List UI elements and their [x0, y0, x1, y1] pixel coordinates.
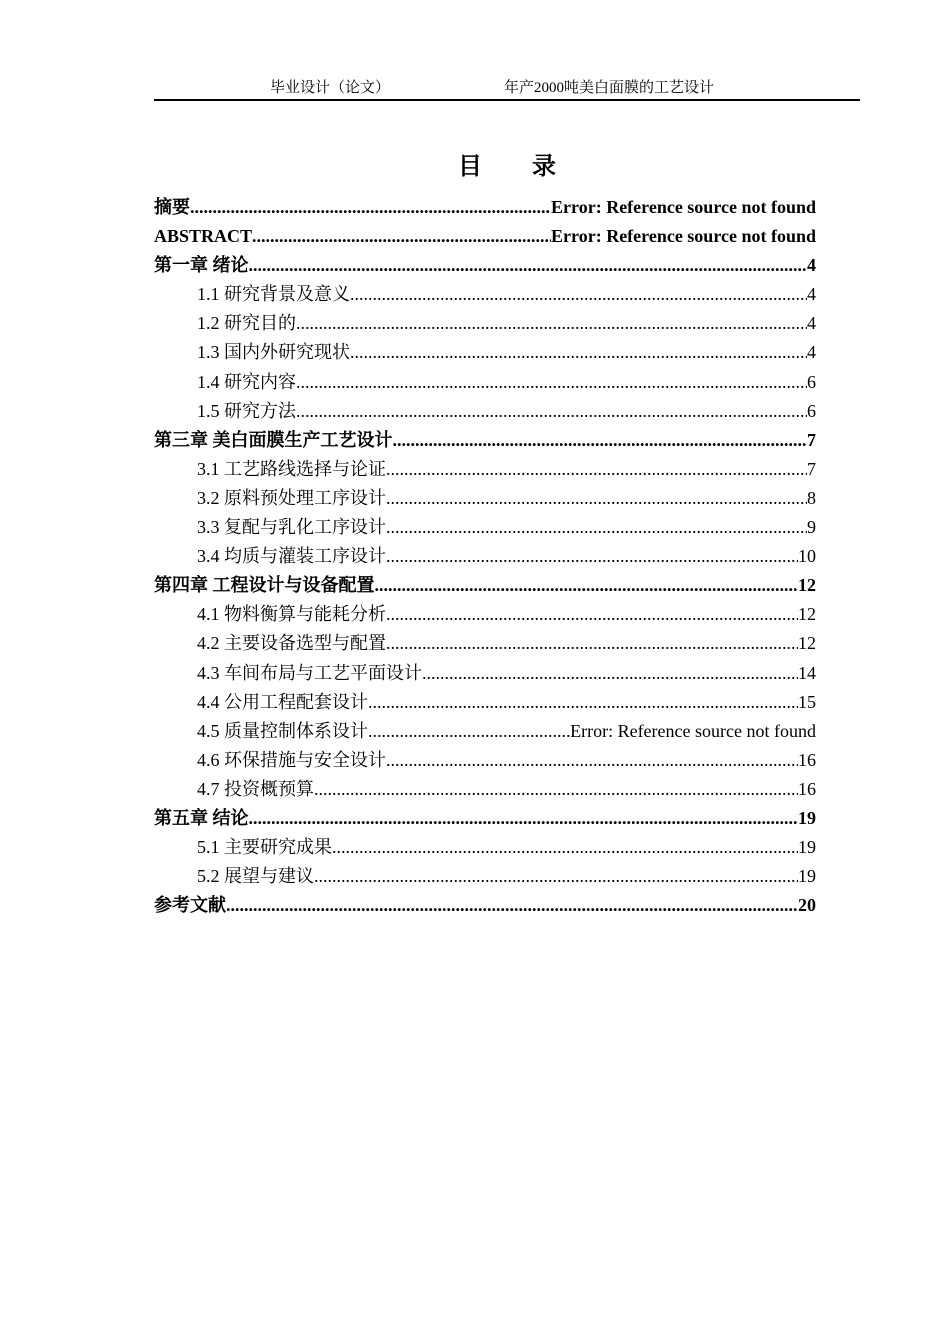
toc-entry-label: ABSTRACT	[154, 226, 253, 247]
toc-entry-page: 6	[807, 400, 816, 421]
toc-entry[interactable]	[154, 309, 816, 338]
header-right: 年产2000吨美白面膜的工艺设计	[504, 80, 715, 96]
toc-leader-dots	[386, 513, 807, 542]
toc-entry-label: 4.2 主要设备选型与配置	[197, 633, 386, 654]
toc-leader-dots	[249, 804, 799, 833]
toc-leader-dots	[314, 775, 798, 804]
header-left: 毕业设计（论文）	[270, 80, 391, 96]
toc-entry-label: 3.3 复配与乳化工序设计	[197, 517, 386, 538]
toc-entry-page: 7	[807, 458, 816, 479]
toc-title-char: 录	[532, 152, 556, 180]
toc-entry-page: Error: Reference source not found	[551, 197, 816, 217]
toc-leader-dots	[386, 484, 807, 513]
toc-entry-page: 16	[798, 749, 816, 770]
toc-entry-label: 1.3 国内外研究现状	[197, 342, 350, 363]
toc-entry[interactable]	[154, 717, 816, 746]
toc-entry-page: 16	[798, 778, 816, 799]
toc-entry-page: 19	[798, 866, 816, 887]
toc-entry-page: 19	[798, 837, 816, 858]
toc-entry[interactable]	[154, 862, 816, 891]
toc-entry-label: 3.1 工艺路线选择与论证	[197, 458, 386, 479]
toc-entry[interactable]	[154, 804, 816, 833]
toc-entry[interactable]	[154, 513, 816, 542]
toc-entry-label: 1.4 研究内容	[197, 371, 296, 392]
toc-entry-page: 4	[807, 342, 816, 363]
toc-entry-page: 12	[798, 604, 816, 625]
toc-leader-dots	[368, 717, 570, 746]
toc-entry-label: 4.3 车间布局与工艺平面设计	[197, 662, 422, 683]
toc-leader-dots	[296, 368, 807, 397]
toc-entry-label: 4.6 环保措施与安全设计	[197, 749, 386, 770]
toc-entry-label: 第五章 结论	[154, 807, 249, 828]
toc-entry[interactable]	[154, 484, 816, 513]
toc-leader-dots	[332, 833, 798, 862]
toc-entry-page: Error: Reference source not found	[570, 720, 816, 741]
toc-leader-dots	[386, 542, 798, 571]
toc-entry[interactable]	[154, 222, 816, 251]
header-rule	[154, 99, 860, 101]
toc-leader-dots	[249, 251, 808, 280]
toc-leader-dots	[386, 746, 798, 775]
page-header	[154, 76, 860, 100]
toc-entry-page: 10	[798, 546, 816, 567]
toc-title-char: 目	[458, 152, 482, 180]
toc-entry[interactable]	[154, 455, 816, 484]
toc-entry[interactable]	[154, 571, 816, 600]
toc-leader-dots	[375, 571, 799, 600]
table-of-contents	[154, 193, 816, 920]
toc-entry-label: 摘要	[154, 197, 190, 217]
toc-entry-page: 14	[798, 662, 816, 683]
toc-entry-label: 4.4 公用工程配套设计	[197, 691, 368, 712]
toc-entry-label: 3.2 原料预处理工序设计	[197, 487, 386, 508]
toc-entry-label: 1.2 研究目的	[197, 313, 296, 334]
toc-entry[interactable]	[154, 251, 816, 280]
toc-entry-page: 15	[798, 691, 816, 712]
toc-entry-label: 参考文献	[154, 895, 226, 916]
toc-leader-dots	[422, 659, 798, 688]
toc-leader-dots	[252, 222, 551, 251]
toc-entry[interactable]	[154, 397, 816, 426]
toc-entry[interactable]	[154, 891, 816, 920]
toc-title	[0, 146, 950, 181]
toc-entry-label: 3.4 均质与灌装工序设计	[197, 546, 386, 567]
toc-entry-page: Error: Reference source not found	[551, 226, 816, 247]
toc-entry[interactable]	[154, 688, 816, 717]
toc-entry[interactable]	[154, 338, 816, 367]
toc-leader-dots	[393, 426, 808, 455]
toc-entry[interactable]	[154, 775, 816, 804]
toc-entry[interactable]	[154, 368, 816, 397]
toc-entry-label: 第一章 绪论	[154, 255, 249, 276]
toc-leader-dots	[296, 309, 807, 338]
toc-entry[interactable]	[154, 600, 816, 629]
toc-entry-label: 4.5 质量控制体系设计	[197, 720, 368, 741]
toc-leader-dots	[368, 688, 798, 717]
toc-entry-label: 1.5 研究方法	[197, 400, 296, 421]
toc-entry-page: 8	[807, 487, 816, 508]
toc-entry-label: 第四章 工程设计与设备配置	[154, 575, 375, 596]
toc-entry-page: 12	[798, 575, 816, 596]
toc-entry-page: 4	[807, 313, 816, 334]
toc-entry-label: 4.1 物料衡算与能耗分析	[197, 604, 386, 625]
toc-entry-page: 7	[807, 429, 816, 450]
toc-entry[interactable]	[154, 833, 816, 862]
toc-entry[interactable]	[154, 542, 816, 571]
toc-entry-page: 20	[798, 895, 816, 916]
toc-entry-page: 6	[807, 371, 816, 392]
toc-entry[interactable]	[154, 746, 816, 775]
toc-entry-label: 第三章 美白面膜生产工艺设计	[154, 429, 393, 450]
toc-leader-dots	[350, 280, 807, 309]
toc-leader-dots	[386, 455, 807, 484]
toc-entry-label: 5.1 主要研究成果	[197, 837, 332, 858]
toc-leader-dots	[190, 193, 551, 222]
toc-entry-label: 5.2 展望与建议	[197, 866, 314, 887]
toc-leader-dots	[386, 600, 798, 629]
toc-leader-dots	[386, 629, 798, 658]
toc-entry-page: 4	[807, 284, 816, 305]
toc-leader-dots	[314, 862, 798, 891]
toc-entry-page: 12	[798, 633, 816, 654]
toc-leader-dots	[226, 891, 798, 920]
toc-entry[interactable]	[154, 426, 816, 455]
toc-entry[interactable]	[154, 193, 816, 222]
toc-leader-dots	[296, 397, 807, 426]
toc-leader-dots	[350, 338, 807, 367]
toc-entry-page: 9	[807, 517, 816, 538]
toc-entry[interactable]	[154, 629, 816, 658]
toc-entry[interactable]	[154, 659, 816, 688]
toc-entry-page: 19	[798, 807, 816, 828]
toc-entry-label: 1.1 研究背景及意义	[197, 284, 350, 305]
toc-entry-page: 4	[807, 255, 816, 276]
toc-entry-label: 4.7 投资概预算	[197, 778, 314, 799]
toc-entry[interactable]	[154, 280, 816, 309]
